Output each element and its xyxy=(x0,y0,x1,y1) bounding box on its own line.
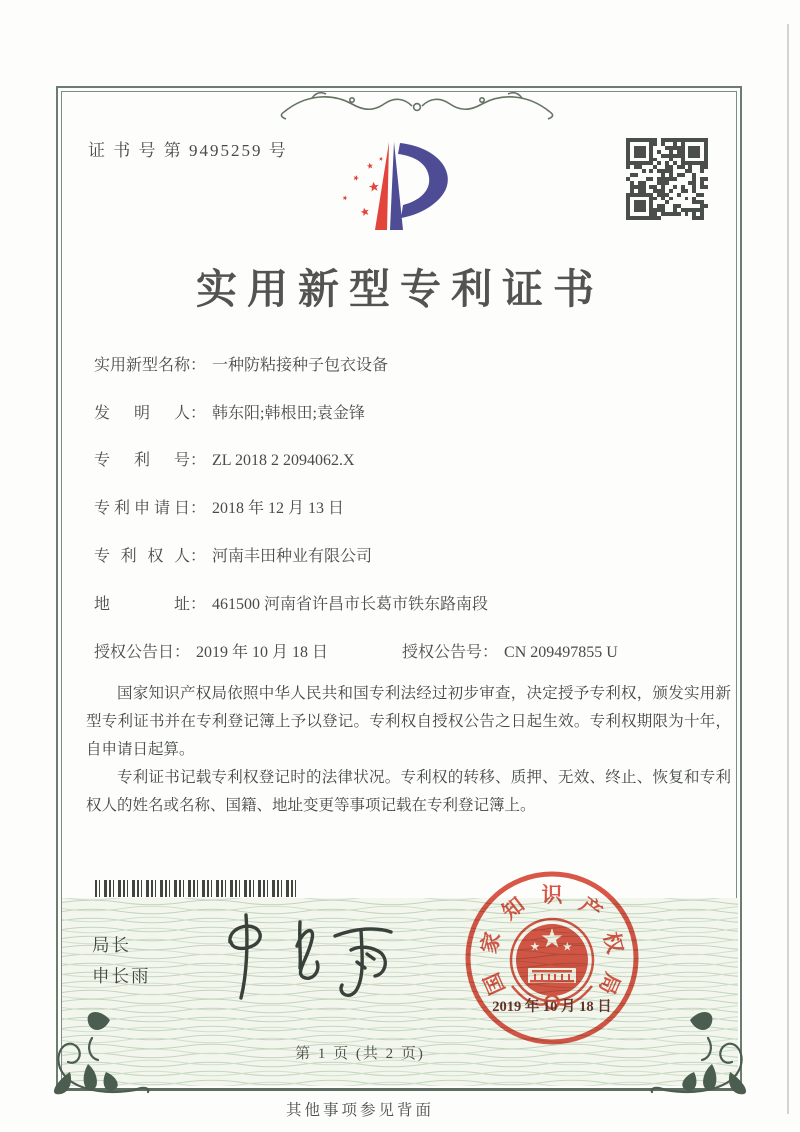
field-label: 专利权人 xyxy=(94,548,190,565)
grant-number-group xyxy=(402,639,618,662)
field-value: 韩东阳;韩根田;袁金锋 xyxy=(212,405,365,422)
grant-number-label: 授权公告号 xyxy=(402,644,483,661)
field-label: 地址 xyxy=(94,596,190,613)
grant-date-value: 2019 年 10 月 18 日 xyxy=(196,644,329,661)
field-colon: ： xyxy=(482,644,499,661)
field-label: 专利申请日 xyxy=(94,500,190,517)
field-colon: ： xyxy=(190,500,207,517)
qr-code xyxy=(626,138,708,220)
field-value: 461500 河南省许昌市长葛市铁东路南段 xyxy=(212,596,489,613)
field-label: 发明人 xyxy=(94,405,190,422)
field-value: ZL 2018 2 2094062.X xyxy=(212,452,355,469)
seal-arc-char: 局 xyxy=(594,969,625,999)
field-value: 一种防粘接种子包衣设备 xyxy=(212,357,389,374)
seal-arc-char: 产 xyxy=(575,892,607,925)
certificate-number-suffix: 号 xyxy=(268,141,288,160)
director-name-label: 申长雨 xyxy=(92,966,151,986)
field-value: 2018 年 12 月 13 日 xyxy=(212,500,345,517)
certificate-title: 实用新型专利证书 xyxy=(196,266,604,312)
page-number: 第 1 页 (共 2 页) xyxy=(295,1046,425,1062)
seal-date: 2019 年 10 月 18 日 xyxy=(492,999,612,1015)
field-colon: ： xyxy=(190,548,207,565)
field-colon: ： xyxy=(190,452,207,469)
seal-arc-char: 国 xyxy=(479,969,510,999)
top-scroll-ornament-icon xyxy=(272,86,562,120)
certificate-number xyxy=(88,136,288,161)
grant-date-label: 授权公告日 xyxy=(94,644,175,661)
field-colon: ： xyxy=(174,644,191,661)
certificate-number-prefix: 证 书 号 第 xyxy=(88,141,183,160)
field-row-utility-model-name xyxy=(94,352,388,375)
field-label: 实用新型名称 xyxy=(94,357,191,374)
grant-row xyxy=(94,639,618,662)
official-seal-icon xyxy=(462,868,642,1048)
legal-paragraph-1: 国家知识产权局依照中华人民共和国专利法经过初步审查，决定授予专利权，颁发实用新型专利证书并在专利登记簿上予以登记。专利权自授权公告之日起生效。专利权期限为十年，自申请日起算。 xyxy=(86,685,731,758)
barcode xyxy=(95,880,298,897)
certificate-number-value: 9495259 xyxy=(189,141,263,160)
seal-arc-char: 家 xyxy=(476,929,506,956)
director-signature-icon xyxy=(205,912,410,1007)
scan-edge-shadow xyxy=(787,24,789,1114)
seal-arc-char: 识 xyxy=(541,883,563,907)
field-row-patentee xyxy=(94,543,372,566)
field-row-address xyxy=(94,591,488,614)
back-side-note: 其他事项参见背面 xyxy=(285,1102,434,1119)
field-colon: ： xyxy=(190,357,207,374)
field-row-inventors xyxy=(94,400,365,423)
director-title-label: 局长 xyxy=(92,935,131,955)
field-value: 河南丰田种业有限公司 xyxy=(212,548,373,565)
field-colon: ： xyxy=(190,596,207,613)
seal-arc-char: 权 xyxy=(598,929,628,956)
field-label: 专利号 xyxy=(94,452,190,469)
seal-arc-char: 知 xyxy=(497,892,529,925)
grant-number-value: CN 209497855 U xyxy=(504,644,618,661)
legal-body-text xyxy=(86,680,731,819)
field-row-patent-number xyxy=(94,447,355,470)
cnipa-logo-icon xyxy=(318,130,473,240)
legal-paragraph-2: 专利证书记载专利权登记时的法律状况。专利权的转移、质押、无效、终止、恢复和专利权人的姓名或名称、国籍、地址变更等事项记载在专利登记簿上。 xyxy=(86,768,731,814)
field-row-filing-date xyxy=(94,495,344,518)
field-colon: ： xyxy=(190,405,207,422)
